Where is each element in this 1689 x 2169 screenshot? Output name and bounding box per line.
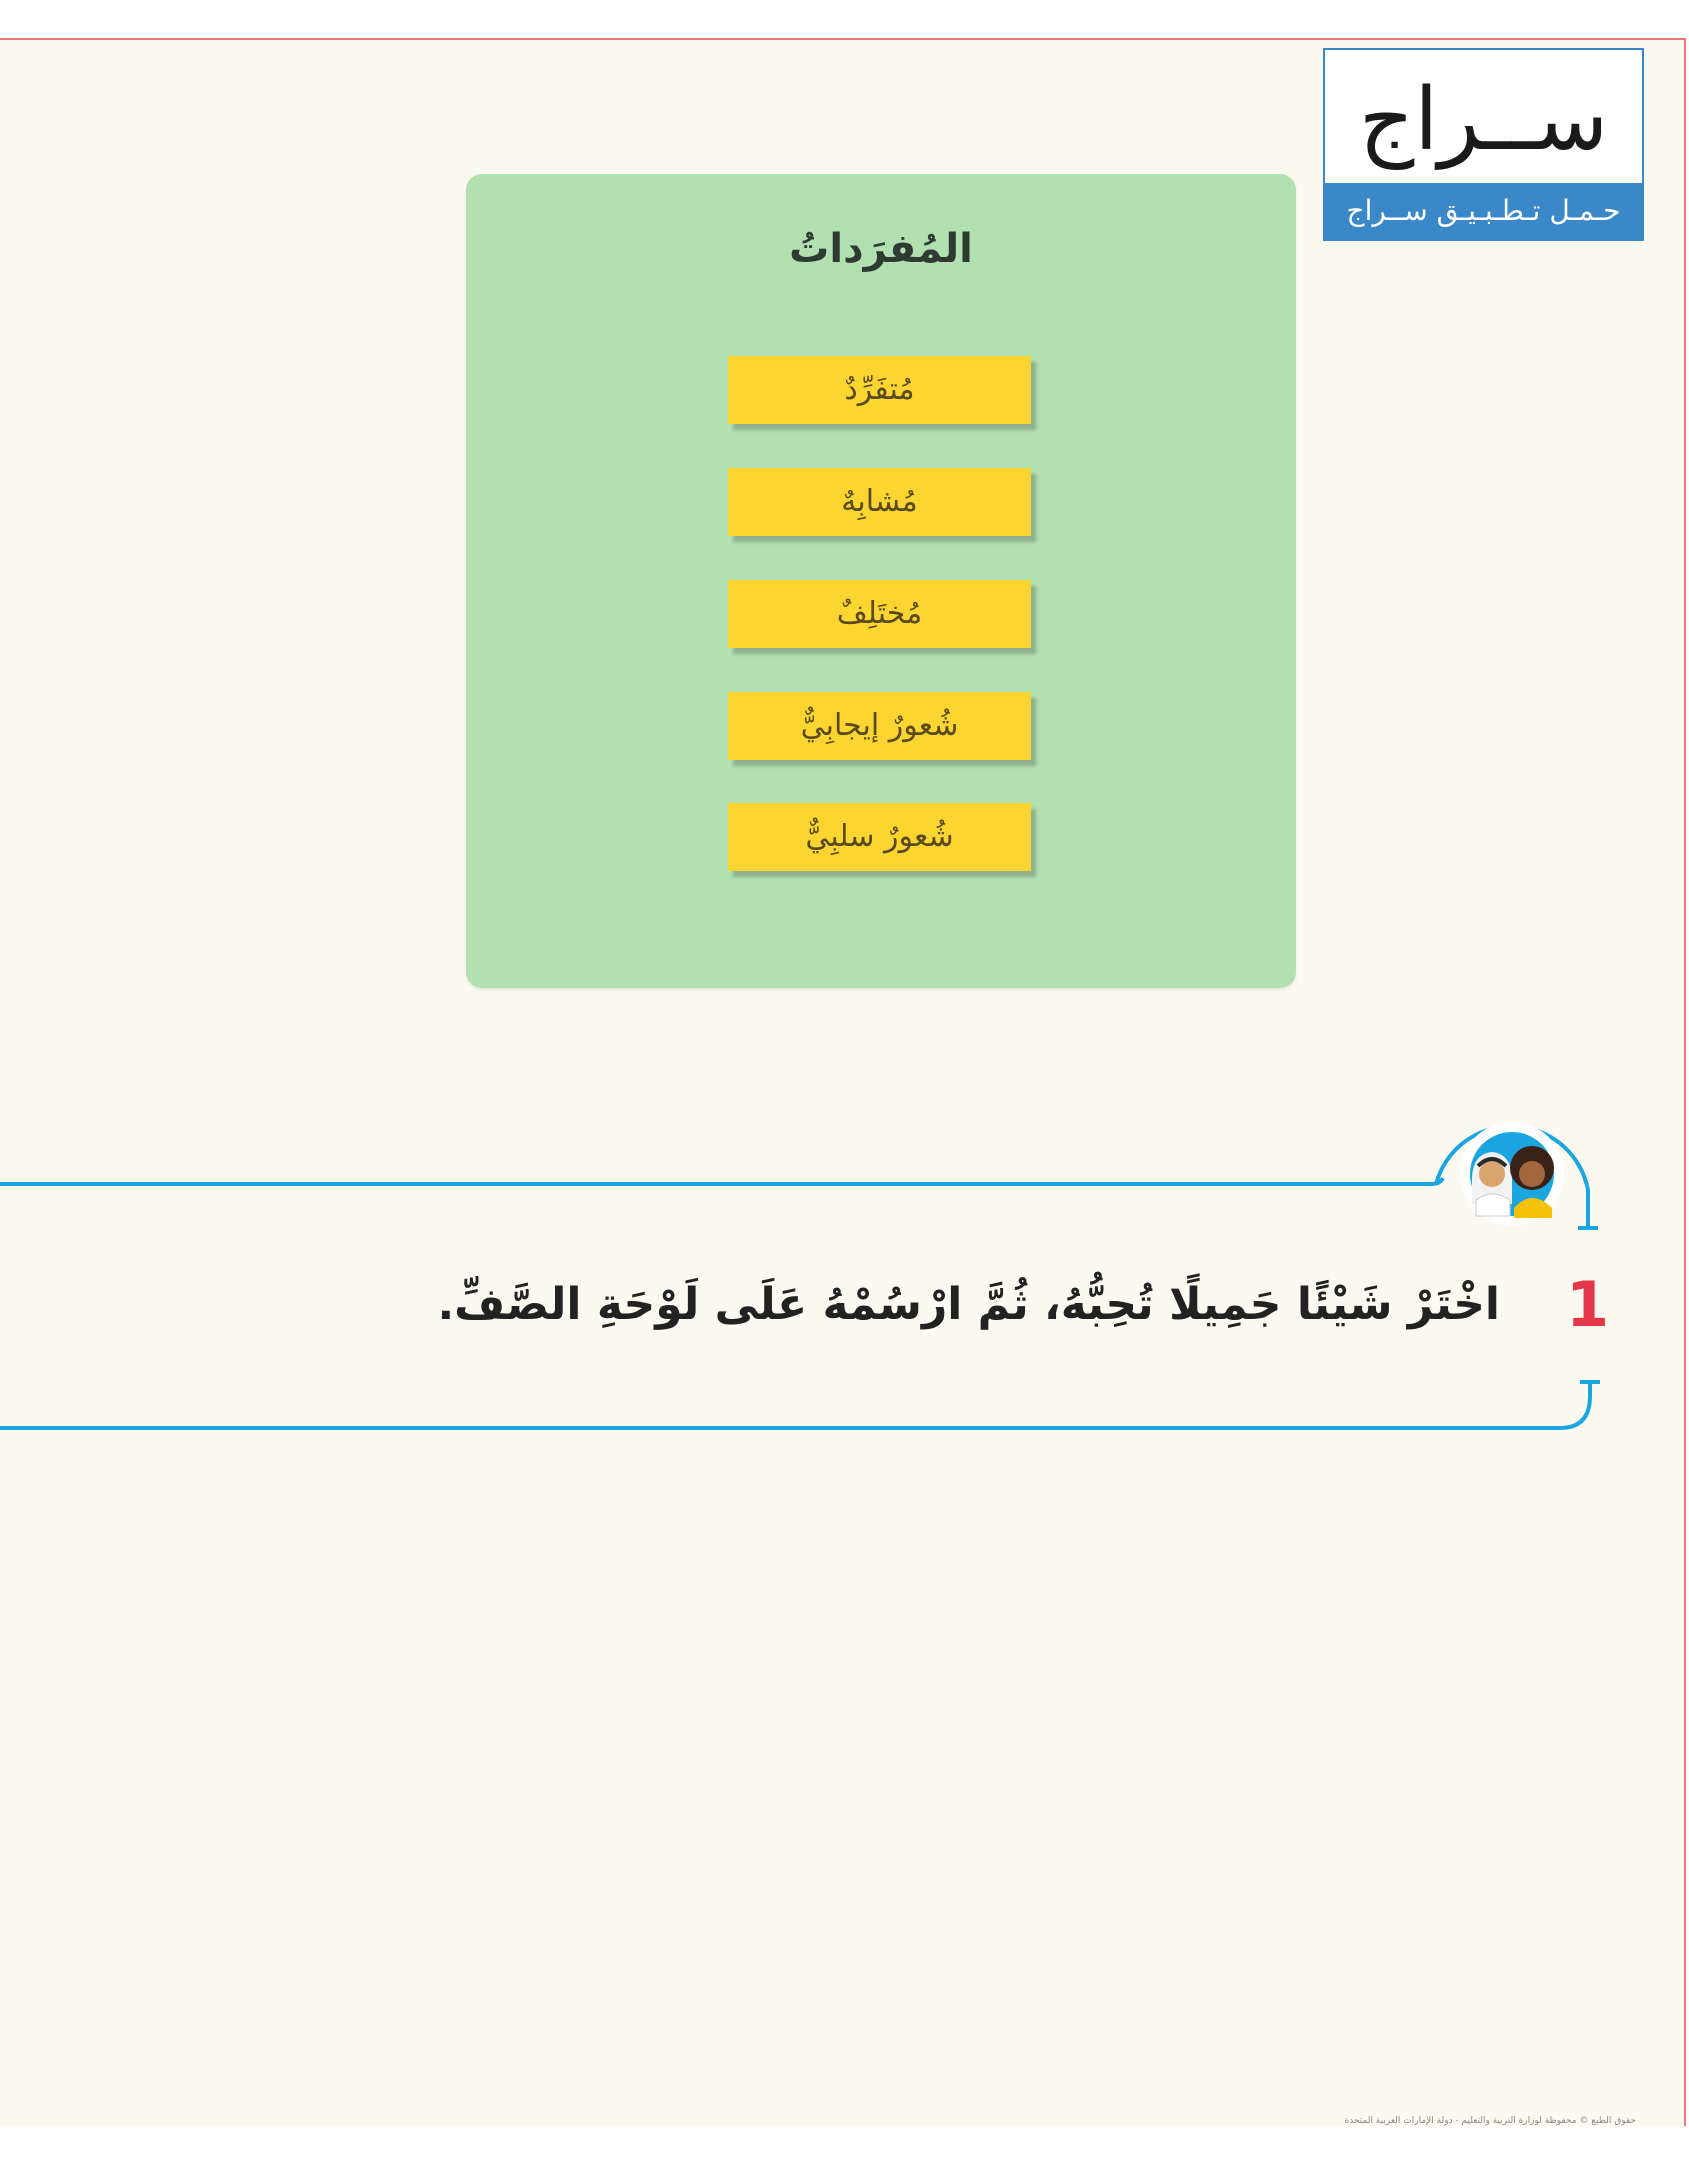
vocabulary-card — [466, 174, 1296, 988]
activity-frame-bottom-line — [0, 1382, 1590, 1428]
activity-instruction: اخْتَرْ شَيْئًا جَمِيلًا تُحِبُّهُ، ثُمَّ ارْسُمْهُ عَلَى لَوْحَةِ الصَّفِّ. — [437, 1279, 1500, 1330]
vocabulary-item[interactable]: مُشابِهٌ — [728, 468, 1031, 536]
siraj-app-logo[interactable] — [1323, 48, 1644, 241]
vocabulary-item[interactable]: مُتفَرِّدٌ — [728, 356, 1031, 424]
vocabulary-item[interactable]: مُختَلِفٌ — [728, 580, 1031, 648]
vocabulary-title: المُفرَداتُ — [789, 226, 973, 272]
students-avatar-icon — [1432, 1108, 1592, 1228]
logo-tagline: حـمـل تـطـبـيـق ســراج — [1325, 183, 1642, 239]
footer-copyright: حقوق الطبع © محفوظة لوزارة التربية والتعليم - دولة الإمارات العربية المتحدة — [1344, 2116, 1636, 2126]
vocabulary-item[interactable]: شُعورٌ إيجابِيٌّ — [728, 692, 1031, 760]
logo-wordmark: ســراج — [1358, 70, 1609, 170]
activity-frame-top-line — [0, 1178, 1443, 1184]
vocabulary-item[interactable]: شُعورٌ سلبِيٌّ — [728, 803, 1031, 871]
activity-number: 1 — [1566, 1268, 1610, 1341]
